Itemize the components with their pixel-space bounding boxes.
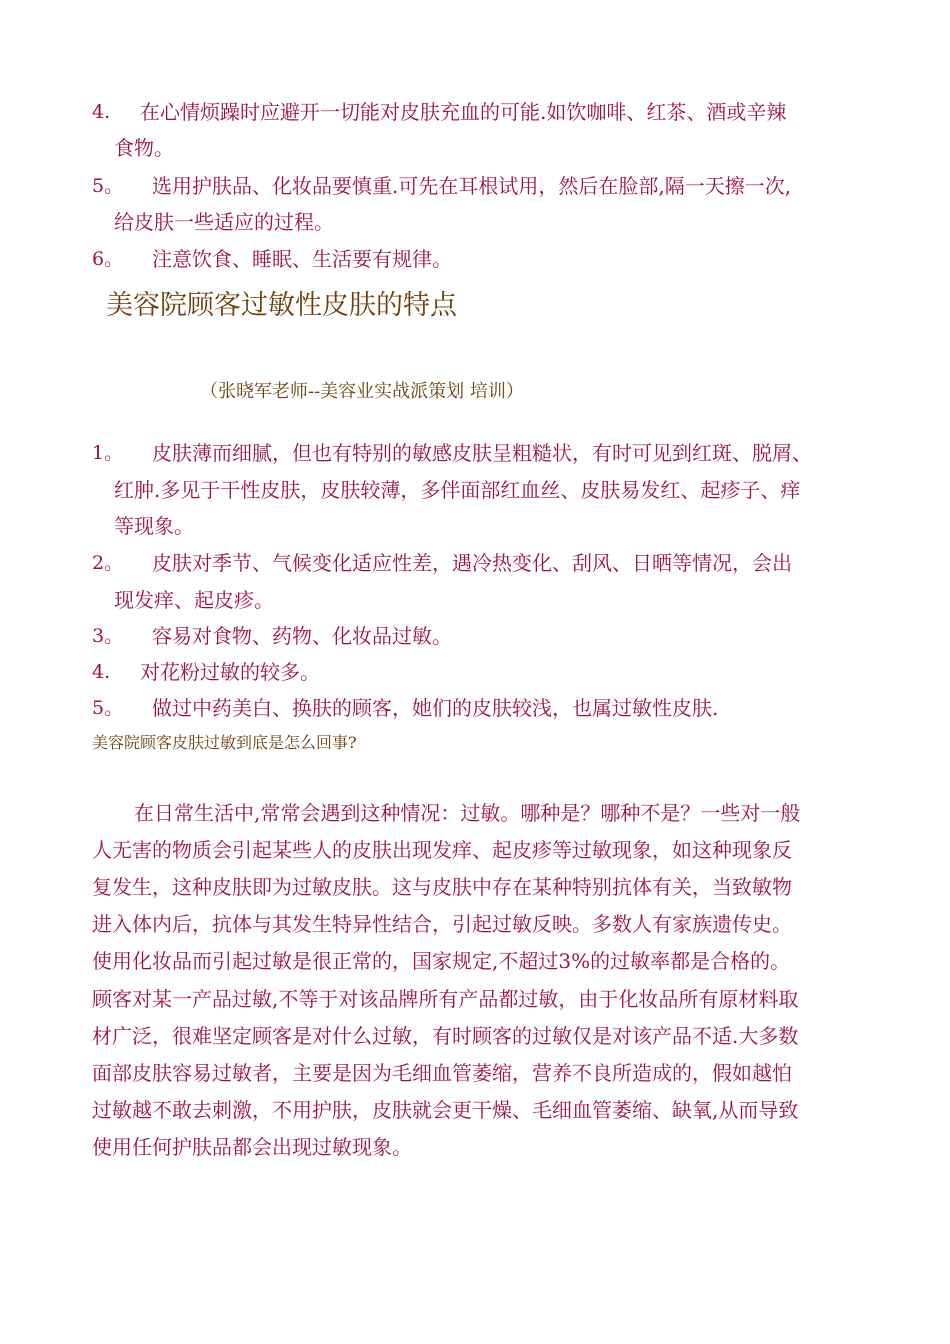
list-item-text: 容易对食物、药物、化妆品过敏。 (152, 624, 452, 648)
list-item-text: 在心情烦躁时应避开一切能对皮肤充血的可能.如饮咖啡、红茶、酒或辛辣 (140, 100, 787, 124)
paragraph-line: 人无害的物质会引起某些人的皮肤出现发痒、起皮疹等过敏现象，如这种现象反 (92, 838, 792, 862)
list-item-text: 给皮肤一些适应的过程。 (114, 210, 334, 234)
list-item-text: 皮肤薄而细腻，但也有特别的敏感皮肤呈粗糙状，有时可见到红斑、脱屑、 (152, 441, 812, 465)
paragraph-line: 进入体内后，抗体与其发生特异性结合，引起过敏反映。多数人有家族遗传史。 (92, 912, 792, 936)
section-title: 美容院顾客过敏性皮肤的特点 (106, 290, 457, 321)
paragraph-line: 材广泛，很难坚定顾客是对什么过敏，有时顾客的过敏仅是对该产品不适.大多数 (92, 1024, 799, 1048)
list-number: 4. (92, 661, 111, 683)
paragraph-line: 使用化妆品而引起过敏是很正常的，国家规定,不超过3%的过敏率都是合格的。 (92, 949, 791, 973)
paragraph-line: 使用任何护肤品都会出现过敏现象。 (92, 1135, 412, 1159)
list-number: 5。 (92, 697, 124, 719)
paragraph-line: 面部皮肤容易过敏者，主要是因为毛细血管萎缩，营养不良所造成的，假如越怕 (92, 1061, 792, 1085)
paragraph-line: 顾客对某一产品过敏,不等于对该品牌所有产品都过敏，由于化妆品所有原材料取 (92, 987, 799, 1011)
list-number: 5。 (92, 175, 124, 197)
list-item-text: 对花粉过敏的较多。 (140, 660, 320, 684)
paragraph-line: 复发生，这种皮肤即为过敏皮肤。这与皮肤中存在某种特别抗体有关，当致敏物 (92, 875, 792, 899)
list-number: 1。 (92, 442, 124, 464)
list-item-text: 食物。 (114, 136, 174, 160)
section-subtitle: （张晓军老师--美容业实战派策划 培训） (200, 381, 524, 402)
list-item-text: 现发痒、起皮疹。 (114, 588, 274, 612)
list-item-text: 选用护肤品、化妆品要慎重.可先在耳根试用，然后在脸部,隔一天擦一次, (152, 174, 792, 198)
list-item-text: 注意饮食、睡眠、生活要有规律。 (152, 247, 452, 271)
list-number: 4. (92, 101, 111, 123)
list-item-text: 红肿.多见于干性皮肤，皮肤较薄，多伴面部红血丝、皮肤易发红、起疹子、痒 (114, 478, 801, 502)
list-item-text: 做过中药美白、换肤的顾客，她们的皮肤较浅，也属过敏性皮肤. (152, 696, 719, 720)
list-item-text: 等现象。 (114, 514, 194, 538)
question-heading: 美容院顾客皮肤过敏到底是怎么回事? (92, 733, 357, 752)
list-number: 6。 (92, 248, 124, 270)
list-number: 2。 (92, 552, 124, 574)
list-number: 3。 (92, 625, 124, 647)
paragraph-line: 过敏越不敢去刺激，不用护肤，皮肤就会更干燥、毛细血管萎缩、缺氧,从而导致 (92, 1098, 799, 1122)
paragraph-line: 在日常生活中,常常会遇到这种情况：过敏。哪种是？哪种不是？一些对一般 (134, 801, 801, 825)
list-item-text: 皮肤对季节、气候变化适应性差，遇冷热变化、刮风、日晒等情况，会出 (152, 551, 792, 575)
